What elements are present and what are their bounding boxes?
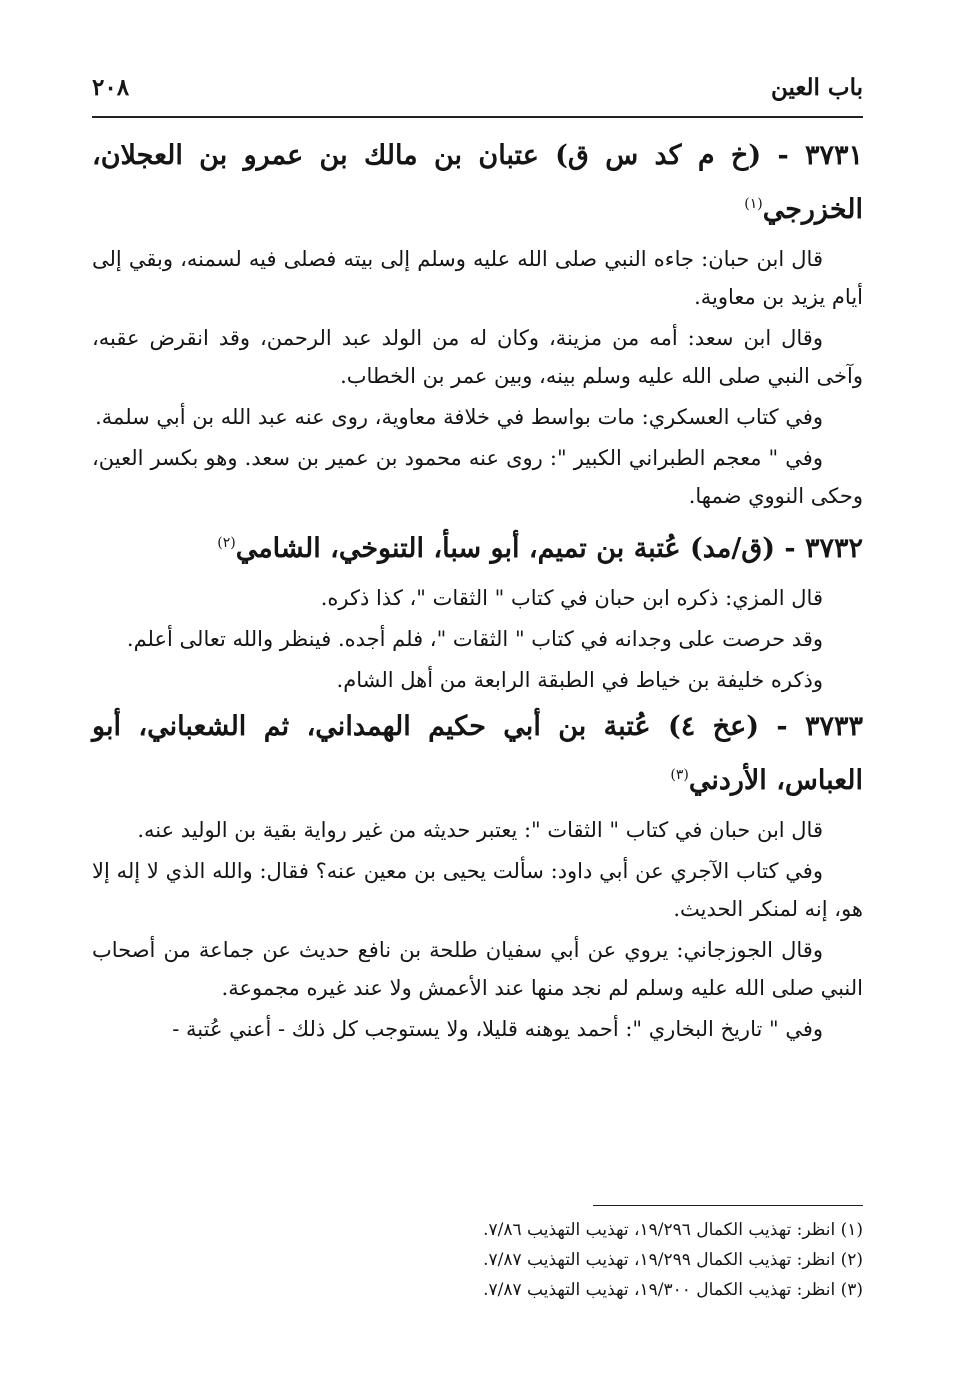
footnote-divider bbox=[593, 1205, 863, 1206]
paragraph: وفي كتاب العسكري: مات بواسط في خلافة معاوية، روى عنه عبد الله بن أبي سلمة. bbox=[95, 405, 823, 429]
paragraph: وقال الجوزجاني: يروي عن أبي سفيان طلحة بن نافع حديث عن جماعة من أصحاب النبي صلى الله عليه وسلم لم نجد منها عند الأعمش ولا عند غيره مجموعة. bbox=[92, 938, 863, 1000]
chapter-title: باب العين bbox=[770, 74, 863, 101]
paragraph: قال المزي: ذكره ابن حبان في كتاب " الثقات "، كذا ذكره. bbox=[320, 586, 823, 610]
footnote-marker: (١) bbox=[744, 196, 763, 212]
footnote-marker: (٣) bbox=[670, 767, 689, 783]
entry-heading-text: ٣٧٣٣ - (عخ ٤) عُتبة بن أبي حكيم الهمداني، ثم الشعباني، أبو العباس، الأردني bbox=[92, 711, 863, 796]
footnote: (٢) انظر: تهذيب الكمال ١٩/٢٩٩، تهذيب التهذيب ٧/٨٧. bbox=[483, 1250, 863, 1270]
running-header bbox=[92, 66, 863, 118]
paragraph: وفي " تاريخ البخاري ": أحمد يوهنه قليلا، ولا يستوجب كل ذلك - أعني عُتبة - bbox=[172, 1017, 823, 1041]
main-text bbox=[92, 128, 863, 1178]
paragraph: وفي " معجم الطبراني الكبير ": روى عنه محمود بن عمير بن سعد. وهو بكسر العين، وحكى النووي ضمها. bbox=[92, 446, 863, 508]
paragraph: وقال ابن سعد: أمه من مزينة، وكان له من الولد عبد الرحمن، وقد انقرض عقبه، وآخى النبي صلى الله عليه وسلم بينه، وبين عمر بن الخطاب. bbox=[92, 326, 863, 388]
entry-heading bbox=[92, 703, 863, 805]
entry-heading-text: ٣٧٣٢ - (ق/مد) عُتبة بن تميم، أبو سبأ، التنوخي، الشامي bbox=[235, 533, 863, 564]
entry-heading bbox=[92, 519, 863, 573]
footnotes bbox=[92, 1215, 863, 1305]
entry-heading bbox=[92, 132, 863, 234]
footnote: (٣) انظر: تهذيب الكمال ١٩/٣٠٠، تهذيب التهذيب ٧/٨٧. bbox=[483, 1280, 863, 1300]
paragraph: وفي كتاب الآجري عن أبي داود: سألت يحيى بن معين عنه؟ فقال: والله الذي لا إله إلا هو، إنه لمنكر الحديث. bbox=[92, 859, 863, 921]
page-number: ٢٠٨ bbox=[92, 74, 130, 101]
paragraph: قال ابن حبان في كتاب " الثقات ": يعتبر حديثه من غير رواية بقية بن الوليد عنه. bbox=[137, 818, 823, 842]
paragraph: وذكره خليفة بن خياط في الطبقة الرابعة من أهل الشام. bbox=[336, 668, 823, 692]
footnote: (١) انظر: تهذيب الكمال ١٩/٢٩٦، تهذيب التهذيب ٧/٨٦. bbox=[483, 1220, 863, 1240]
paragraph: وقد حرصت على وجدانه في كتاب " الثقات "، فلم أجده. فينظر والله تعالى أعلم. bbox=[126, 627, 823, 651]
paragraph: قال ابن حبان: جاءه النبي صلى الله عليه وسلم إلى بيته فصلى فيه لسمنه، وبقي إلى أيام يزيد بن معاوية. bbox=[92, 247, 863, 309]
entry-heading-text: ٣٧٣١ - (خ م كد س ق) عتبان بن مالك بن عمرو بن العجلان، الخزرجي bbox=[92, 140, 863, 225]
footnote-marker: (٢) bbox=[217, 535, 236, 551]
